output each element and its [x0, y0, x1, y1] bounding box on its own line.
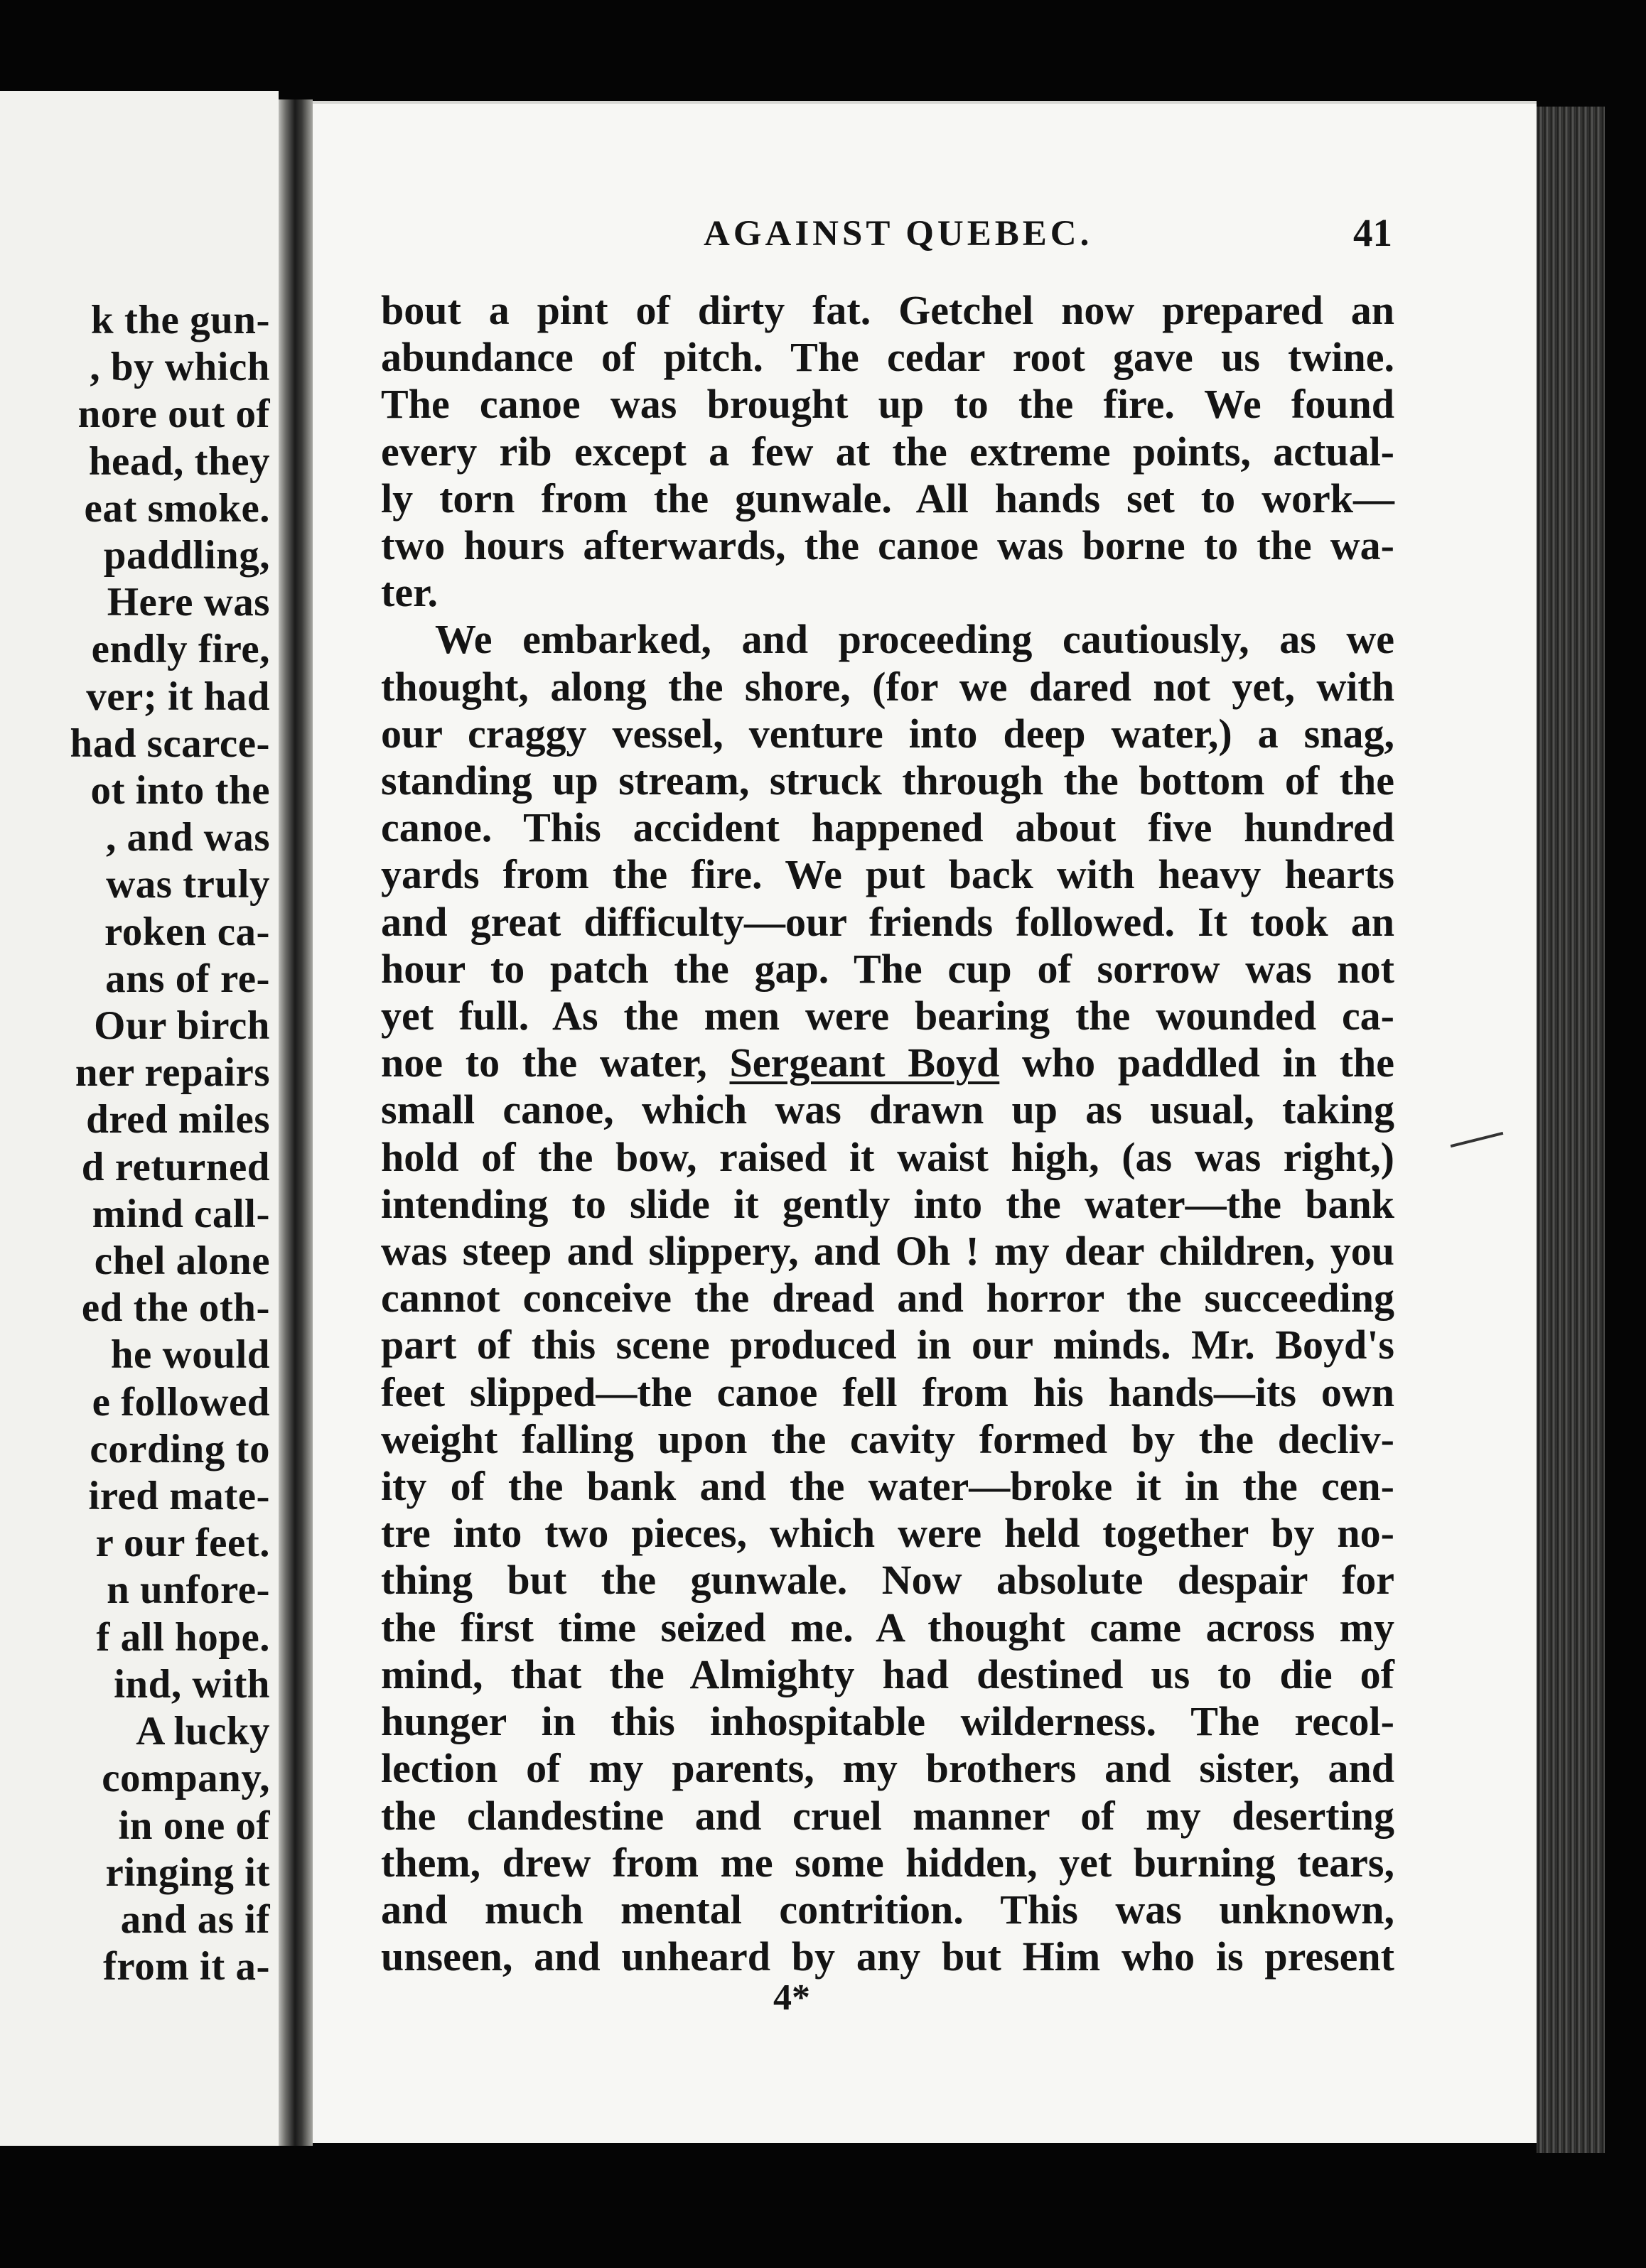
text-line: mind, that the Almighty had destined us to die of	[381, 1651, 1394, 1697]
text-line: hour to patch the gap. The cup of sorrow was not	[381, 945, 1394, 992]
text-line: e followed	[92, 1379, 270, 1425]
text-line: yet full. As the men were bearing the wounded ca-	[381, 993, 1394, 1040]
text-line: ired mate-	[88, 1474, 270, 1519]
text-line: The canoe was brought up to the fire. We found	[381, 381, 1394, 428]
text-line: , by which	[90, 345, 270, 390]
text-line: in one of	[118, 1803, 270, 1848]
page-edge	[1537, 107, 1605, 2153]
text-line: k the gun-	[90, 298, 270, 342]
text-segment: who paddled in the	[999, 1040, 1395, 1086]
text-line: small canoe, which was drawn up as usual, taking	[381, 1086, 1394, 1133]
text-line: hunger in this inhospitable wilderness. The recol-	[381, 1698, 1394, 1745]
text-line: ans of re-	[105, 956, 270, 1001]
text-line: Here was	[107, 580, 270, 625]
text-line: and much mental contrition. This was unknown,	[381, 1886, 1394, 1933]
text-line: cording to	[90, 1426, 270, 1472]
page-number: 41	[1353, 211, 1392, 254]
text-line: had scarce-	[70, 720, 270, 766]
text-line: A lucky	[136, 1709, 270, 1754]
text-line: ringing it	[105, 1850, 270, 1895]
text-line: the first time seized me. A thought came across my	[381, 1604, 1394, 1651]
text-line: unseen, and unheard by any but Him who is present	[381, 1933, 1394, 1980]
text-line: Our birch	[94, 1003, 270, 1049]
text-line: roken ca-	[104, 909, 270, 954]
text-line: ind, with	[114, 1661, 270, 1707]
text-line: cannot conceive the dread and horror the succeeding	[381, 1275, 1394, 1322]
text-line: intending to slide it gently into the water—the bank	[381, 1180, 1394, 1227]
text-line: our craggy vessel, venture into deep water,) a snag,	[381, 710, 1394, 757]
text-line: two hours afterwards, the canoe was borne to the wa-	[381, 522, 1394, 569]
text-segment: noe to the water,	[381, 1040, 730, 1086]
text-line: eat smoke.	[84, 485, 270, 531]
text-line-underlined	[381, 1040, 1394, 1086]
text-line: ed the oth-	[81, 1285, 270, 1331]
text-line: f all hope.	[96, 1614, 270, 1660]
text-line: tre into two pieces, which were held together by no-	[381, 1510, 1394, 1557]
text-line: bout a pint of dirty fat. Getchel now prepared an	[381, 287, 1394, 333]
book-gutter	[279, 99, 313, 2146]
text-line: and as if	[120, 1896, 270, 1942]
text-line: part of this scene produced in our minds. Mr. Boyd's	[381, 1322, 1394, 1368]
text-line: , and was	[106, 815, 270, 860]
text-line: nore out of	[77, 392, 270, 437]
text-line: company,	[102, 1756, 270, 1801]
text-line: lection of my parents, my brothers and sister, and	[381, 1745, 1394, 1792]
text-line: thought, along the shore, (for we dared not yet, with	[381, 663, 1394, 710]
body-text	[381, 287, 1394, 1980]
text-line: d returned	[81, 1144, 270, 1189]
text-line: was truly	[106, 862, 270, 907]
text-line: ot into the	[90, 768, 270, 814]
text-line: n unfore-	[107, 1567, 270, 1613]
text-line: yards from the fire. We put back with heavy hearts	[381, 851, 1394, 898]
text-line: canoe. This accident happened about five hundred	[381, 804, 1394, 851]
text-line: the clandestine and cruel manner of my deserting	[381, 1792, 1394, 1839]
text-line: standing up stream, struck through the bottom of the	[381, 757, 1394, 804]
text-line: ity of the bank and the water—broke it in the cen-	[381, 1463, 1394, 1510]
text-line: thing but the gunwale. Now absolute despair for	[381, 1557, 1394, 1604]
text-line: We embarked, and proceeding cautiously, as we	[435, 616, 1394, 663]
underlined-name: Sergeant Boyd	[729, 1040, 1000, 1086]
text-line: r our feet.	[95, 1521, 270, 1566]
signature-mark: 4*	[773, 1977, 810, 2018]
text-line: mind call-	[92, 1191, 270, 1236]
text-line: weight falling upon the cavity formed by the decliv-	[381, 1415, 1394, 1462]
text-line: hold of the bow, raised it waist high, (as was right,)	[381, 1133, 1394, 1180]
previous-page	[0, 91, 279, 2146]
text-line: every rib except a few at the extreme points, actual-	[381, 428, 1394, 475]
text-line: head, they	[88, 438, 270, 484]
text-line: from it a-	[102, 1944, 270, 1989]
text-line: and great difficulty—our friends followed. It took an	[381, 898, 1394, 945]
text-line: them, drew from me some hidden, yet burning tears,	[381, 1839, 1394, 1886]
text-line: abundance of pitch. The cedar root gave us twine.	[381, 334, 1394, 381]
text-line: ter.	[381, 569, 438, 616]
text-line: ver; it had	[86, 674, 270, 719]
text-line: endly fire,	[91, 627, 270, 672]
text-line: paddling,	[103, 533, 270, 578]
text-line: ly torn from the gunwale. All hands set to work—	[381, 475, 1394, 522]
text-line: ner repairs	[75, 1050, 270, 1096]
text-line: feet slipped—the canoe fell from his hands—its own	[381, 1368, 1394, 1415]
text-line: he would	[110, 1332, 270, 1378]
previous-page-text	[70, 297, 270, 1990]
text-line: was steep and slippery, and Oh ! my dear children, you	[381, 1228, 1394, 1275]
running-head: AGAINST QUEBEC.	[704, 214, 1093, 254]
text-line: chel alone	[94, 1238, 270, 1284]
text-line: dred miles	[86, 1097, 270, 1143]
